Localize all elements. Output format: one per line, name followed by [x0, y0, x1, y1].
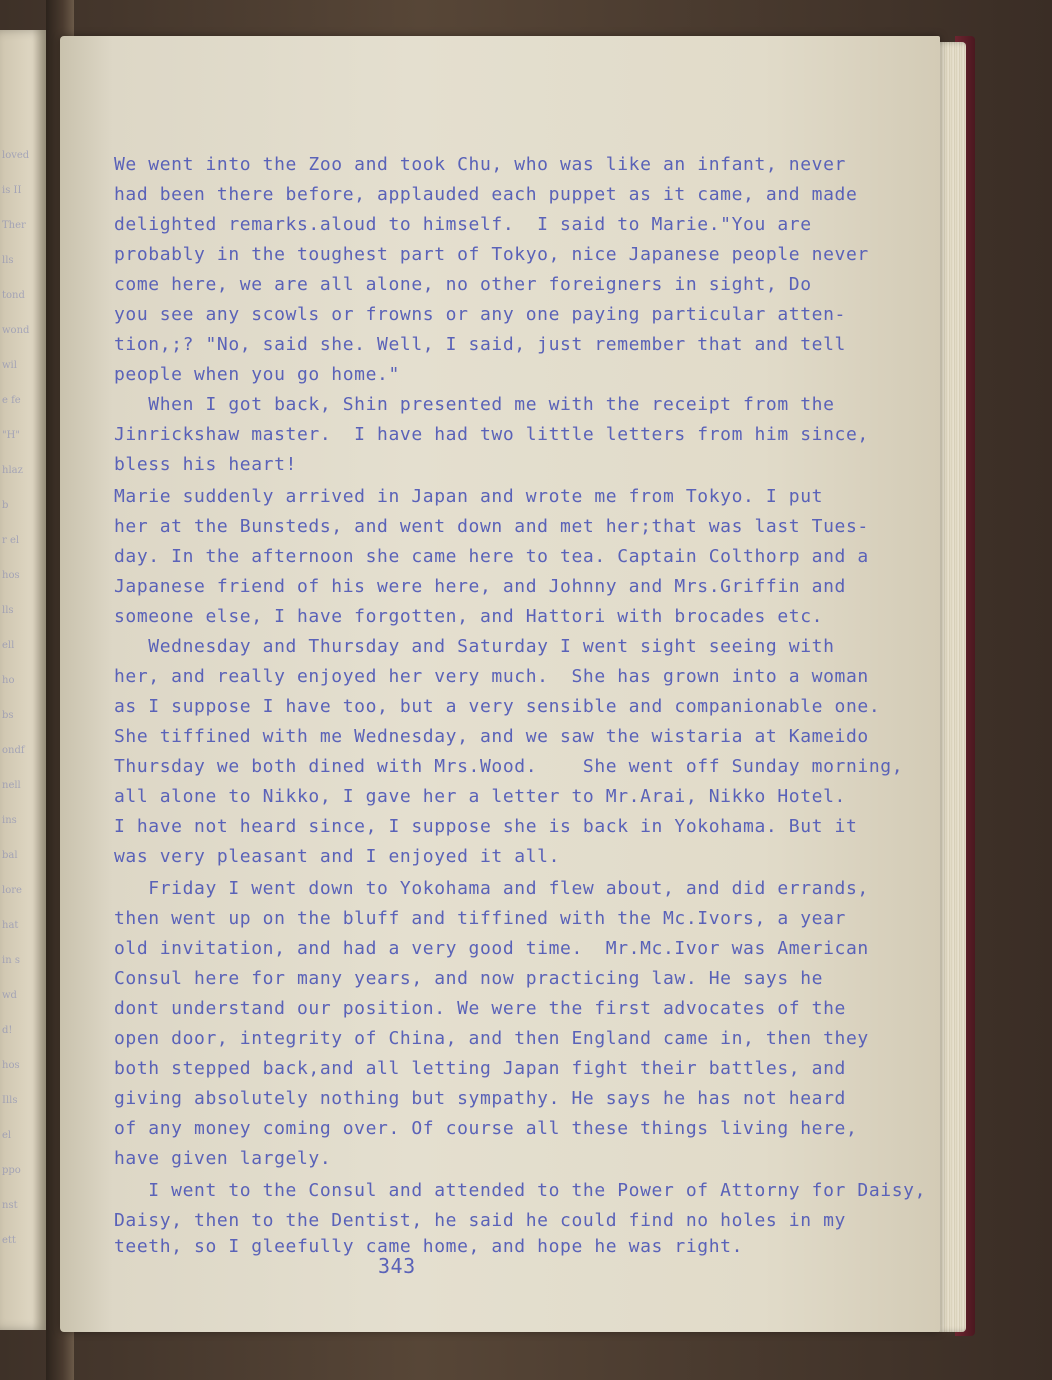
text-line: was very pleasant and I enjoyed it all.	[114, 846, 561, 867]
facing-page-text: d!	[2, 1025, 13, 1036]
text-line: We went into the Zoo and took Chu, who was like an infant, never	[114, 154, 846, 175]
text-line: Friday I went down to Yokohama and flew about, and did errands,	[114, 878, 869, 899]
text-line: Thursday we both dined with Mrs.Wood. She went off Sunday morning,	[114, 756, 904, 777]
text-line: When I got back, Shin presented me with the receipt from the	[114, 394, 835, 415]
facing-page-text: wd	[2, 990, 17, 1001]
facing-page-text: hat	[2, 920, 19, 931]
text-line: of any money coming over. Of course all these things living here,	[114, 1118, 858, 1139]
text-line: dont understand our position. We were the first advocates of the	[114, 998, 846, 1019]
facing-page-text: lore	[2, 885, 22, 896]
text-line: Daisy, then to the Dentist, he said he could find no holes in my	[114, 1210, 846, 1231]
text-line: I went to the Consul and attended to the Power of Attorny for Daisy,	[114, 1180, 927, 1201]
facing-page-text: hlaz	[2, 465, 23, 476]
text-line: She tiffined with me Wednesday, and we saw the wistaria at Kameido	[114, 726, 869, 747]
facing-page-text: ins	[2, 815, 17, 826]
text-line: I have not heard since, I suppose she is back in Yokohama. But it	[114, 816, 858, 837]
page-number: 343	[378, 1254, 416, 1278]
text-line: open door, integrity of China, and then England came in, then they	[114, 1028, 869, 1049]
text-line: Wednesday and Thursday and Saturday I went sight seeing with	[114, 636, 835, 657]
text-line: then went up on the bluff and tiffined with the Mc.Ivors, a year	[114, 908, 846, 929]
text-line: tion,;? "No, said she. Well, I said, just remember that and tell	[114, 334, 846, 355]
text-line: old invitation, and had a very good time. Mr.Mc.Ivor was American	[114, 938, 869, 959]
facing-page-text: r el	[2, 535, 20, 546]
facing-page-text: lls	[2, 255, 14, 266]
text-line: bless his heart!	[114, 454, 297, 475]
facing-page-text: nell	[2, 780, 21, 791]
facing-page-text: b	[2, 500, 9, 511]
facing-page-text: ett	[2, 1235, 16, 1246]
facing-page-text: "H"	[2, 430, 20, 441]
text-line: people when you go home."	[114, 364, 400, 385]
text-line: both stepped back,and all letting Japan fight their battles, and	[114, 1058, 846, 1079]
text-line: day. In the afternoon she came here to tea. Captain Colthorp and a	[114, 546, 869, 567]
facing-page-text: lls	[2, 605, 14, 616]
facing-page-text: Ther	[2, 220, 26, 231]
text-line: you see any scowls or frowns or any one paying particular atten-	[114, 304, 846, 325]
text-line: her at the Bunsteds, and went down and met her;that was last Tues-	[114, 516, 869, 537]
text-line: her, and really enjoyed her very much. She has grown into a woman	[114, 666, 869, 687]
text-line: as I suppose I have too, but a very sensible and companionable one.	[114, 696, 881, 717]
text-line: come here, we are all alone, no other foreigners in sight, Do	[114, 274, 812, 295]
facing-page-text: ppo	[2, 1165, 21, 1176]
facing-page-text: bs	[2, 710, 14, 721]
text-line: Japanese friend of his were here, and Johnny and Mrs.Griffin and	[114, 576, 846, 597]
text-line: giving absolutely nothing but sympathy. He says he has not heard	[114, 1088, 846, 1109]
facing-page-text: ondf	[2, 745, 25, 756]
facing-page-text: tond	[2, 290, 25, 301]
facing-page-text: in s	[2, 955, 20, 966]
text-line: Marie suddenly arrived in Japan and wrote me from Tokyo. I put	[114, 486, 824, 507]
facing-page-text: loved	[2, 150, 30, 161]
facing-page-text: hos	[2, 570, 20, 581]
text-line: probably in the toughest part of Tokyo, nice Japanese people never	[114, 244, 869, 265]
facing-page-text: bal	[2, 850, 18, 861]
facing-page-text: Ills	[2, 1095, 18, 1106]
facing-page-text: wond	[2, 325, 30, 336]
facing-page-text: ho	[2, 675, 15, 686]
facing-page-text: is II	[2, 185, 22, 196]
facing-page-text: e fe	[2, 395, 21, 406]
facing-page-text: ell	[2, 640, 15, 651]
text-line: teeth, so I gleefully came home, and hope he was right.	[114, 1236, 744, 1257]
facing-page	[0, 30, 46, 1330]
text-line: someone else, I have forgotten, and Hattori with brocades etc.	[114, 606, 824, 627]
text-line: Consul here for many years, and now practicing law. He says he	[114, 968, 824, 989]
text-line: Jinrickshaw master. I have had two little letters from him since,	[114, 424, 869, 445]
text-line: delighted remarks.aloud to himself. I said to Marie."You are	[114, 214, 812, 235]
text-line: had been there before, applauded each puppet as it came, and made	[114, 184, 858, 205]
facing-page-text: nst	[2, 1200, 18, 1211]
facing-page-text: el	[2, 1130, 12, 1141]
facing-page-text: hos	[2, 1060, 20, 1071]
facing-page-text: wil	[2, 360, 17, 371]
text-line: all alone to Nikko, I gave her a letter to Mr.Arai, Nikko Hotel.	[114, 786, 846, 807]
text-line: have given largely.	[114, 1148, 332, 1169]
